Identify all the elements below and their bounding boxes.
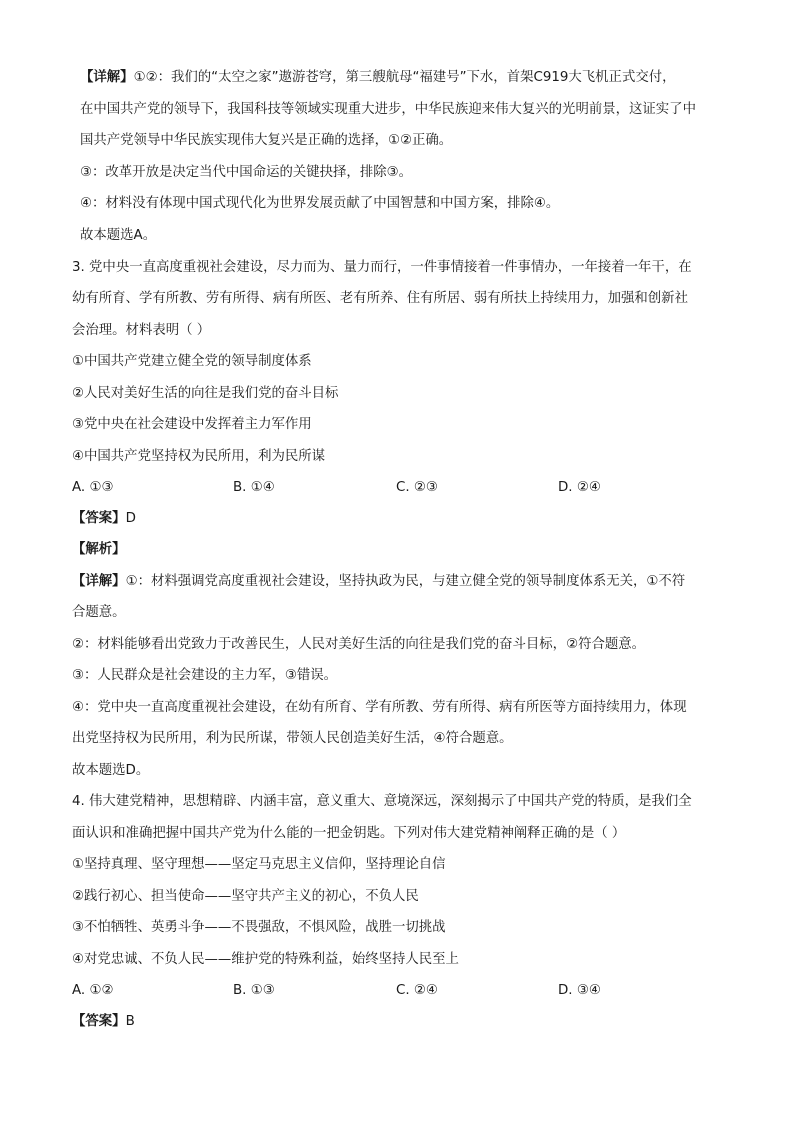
q4-answer-tag: 【答案】 [72,1014,126,1029]
q2-detail-tag: 【详解】 [80,70,134,85]
q2-detail-line-2: 在中国共产党的领导下，我国科技等领域实现重大进步，中华民族迎来伟大复兴的光明前景，这证实了中 [80,102,696,117]
q3-option-d: D. ②④ [558,480,601,495]
q3-statement-4: ④中国共产党坚持权为民所用，利为民所谋 [72,449,326,464]
q3-answer-tag: 【答案】 [72,511,126,526]
q4-statement-1: ①坚持真理、坚守理想——坚定马克思主义信仰，坚持理论自信 [72,857,446,872]
q2-detail-line-3: 国共产党领导中华民族实现伟大复兴是正确的选择，①②正确。 [80,133,453,148]
q4-answer [72,1013,135,1031]
q3-statement-3: ③党中央在社会建设中发挥着主力军作用 [72,417,312,432]
q4-answer-value: B [125,1014,135,1029]
q3-detail-line-2: 合题意。 [72,605,126,620]
q4-option-b: B. ①③ [233,983,275,998]
q3-stem-line-2: 幼有所育、学有所教、劳有所得、病有所医、老有所养、住有所居、弱有所扶上持续用力，加强和创新社 [72,291,688,306]
q2-point-3: ③：改革开放是决定当代中国命运的关键抉择，排除③。 [80,165,412,180]
q3-option-a: A. ①③ [72,480,114,495]
q3-answer-value: D [125,511,136,526]
q3-stem-line-3: 会治理。材料表明（ ） [72,323,211,338]
q3-detail-point-3: ③：人民群众是社会建设的主力军，③错误。 [72,668,338,683]
q4-statement-4: ④对党忠诚、不负人民——维护党的特殊利益，始终坚持人民至上 [72,952,459,967]
q3-detail-point-2: ②：材料能够看出党致力于改善民生，人民对美好生活的向往是我们党的奋斗目标，②符合题意。 [72,637,646,652]
q4-option-d: D. ③④ [558,983,601,998]
q4-option-c: C. ②④ [396,983,438,998]
q4-statement-3: ③不怕牺牲、英勇斗争——不畏强敌，不惧风险，战胜一切挑战 [72,920,446,935]
q3-analysis-tag: 【解析】 [72,542,126,557]
q4-stem-line-2: 面认识和准确把握中国共产党为什么能的一把金钥匙。下列对伟大建党精神阐释正确的是（ ） [72,826,626,841]
q3-answer [72,510,136,528]
q3-detail-point-4-line-2: 出党坚持权为民所用，利为民所谋，带领人民创造美好生活，④符合题意。 [72,731,513,746]
q3-stem-line-1: 3. 党中央一直高度重视社会建设，尽力而为、量力而行，一件事情接着一件事情办，一年接着一年干，在 [72,260,692,275]
q3-detail-tag: 【详解】 [72,574,126,589]
q3-detail-line-1: 【详解】①：材料强调党高度重视社会建设，坚持执政为民，与建立健全党的领导制度体系无关，①不符 [72,574,686,589]
q2-detail-line-1: 【详解】①②：我们的“太空之家”遨游苍穹，第三艘航母“福建号”下水，首架C919大飞机正式交付， [80,70,676,85]
q3-conclusion: 故本题选D。 [72,763,150,778]
q3-detail-point-4-line-1: ④：党中央一直高度重视社会建设，在幼有所育、学有所教、劳有所得、病有所医等方面持续用力，体现 [72,700,687,715]
q3-option-b: B. ①④ [233,480,275,495]
q3-option-c: C. ②③ [396,480,438,495]
q2-point-4: ④：材料没有体现中国式现代化为世界发展贡献了中国智慧和中国方案，排除④。 [80,196,560,211]
q3-statement-1: ①中国共产党建立健全党的领导制度体系 [72,354,312,369]
q2-conclusion: 故本题选A。 [80,228,157,243]
q3-statement-2: ②人民对美好生活的向往是我们党的奋斗目标 [72,386,339,401]
q4-stem-line-1: 4. 伟大建党精神，思想精辟、内涵丰富，意义重大、意境深远，深刻揭示了中国共产党的特质，是我们全 [72,794,692,809]
q4-statement-2: ②践行初心、担当使命——坚守共产主义的初心，不负人民 [72,889,419,904]
q4-option-a: A. ①② [72,983,114,998]
